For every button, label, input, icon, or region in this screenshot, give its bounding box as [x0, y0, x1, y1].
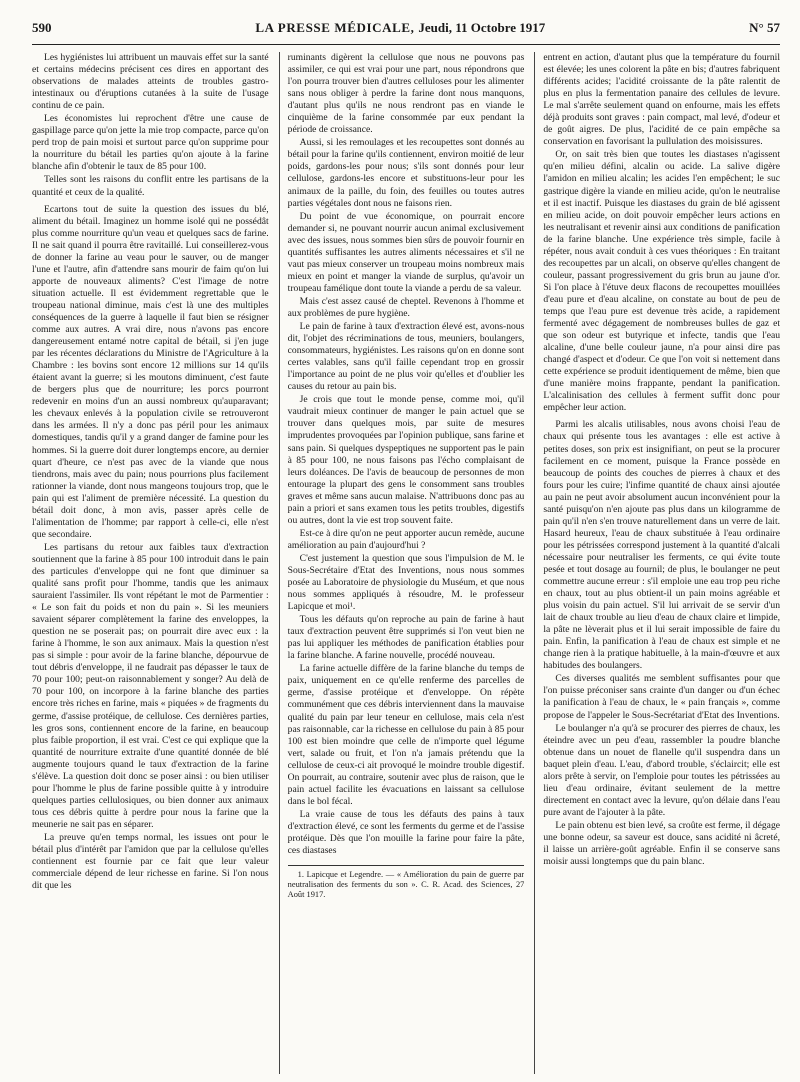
paragraph: Les partisans du retour aux faibles taux d'extraction soutiennent que la farine à 85 pour 100 introduit dans le pain des particules d'enveloppe qui ne font que diminuer sa qualité sans profit pour l'homme, tandis que les animaux sauraient l'assimiler. Ils vont répétant le mot de Parmentier : « Le son fait du poids et non du pain ». Si les meuniers savaient séparer complètement la farine des enveloppes, la question ne se poserait pas; on pourrait dire avec eux : la farine à l'homme, le son aux animaux. Mais la question n'est pas si simple : pour avoir de la farine blanche, dépourvue de tout débris d'enveloppe, il ne faudrait pas dépasser le taux de 70 pour 100; peut-on raisonnablement y songer? Au delà de 70 pour 100, on incorpore à la farine blanche des parties encore très riches en farine, mais « piquées » de fragments du germe, d'assise protéique, de cellulose. Ces dernières parties, les gros sons, contiennent encore de la farine, en beaucoup plus faible proportion, il est vrai. C'est ce qui explique que la quantité de nourriture extraite d'une quantité donnée de blé augmente toujours quand le taux d'extraction de la farine s'élève. La question doit donc se poser ainsi : ou bien utiliser pour l'homme le plus de farine possible quitte à y introduire quelques parties cellulosiques, ou bien donner aux animaux tous ces débris quitte à perdre pour nous la farine que la meunerie ne sait pas en séparer.: [32, 541, 269, 830]
paragraph: Du point de vue économique, on pourrait encore demander si, ne pouvant nourrir aucun animal exclusivement avec des issues, nous sommes bien sûrs de pouvoir fournir en quantités suffisantes les autres aliments nécessaires et s'il ne vaut pas mieux conserver un troupeau moins nombreux mais mieux en point et manger la viande de surplus, qu'avoir un troupeau famélique dont toute la viande a perdu de sa valeur.: [287, 210, 525, 294]
paragraph: Or, on sait très bien que toutes les diastases n'agissent qu'en milieu défini, alcalin ou acide. La salive digère l'amidon en milieu alcalin; les acides l'en empêchent; le suc gastrique digère la viande en milieu acide, qu'on le neutralise et il est inactif. Puisque les diastases du grain de blé agissent en milieu acide, on doit pouvoir empêcher leurs actions en les neutralisant et revenir ainsi aux conditions de panification de la farine blanche. Une expérience très simple, facile à répéter, nous avait conduit à ces vues théoriques : En traitant des recoupettes par un alcali, on observe qu'elles changent de couleur, passant progressivement du gris brun au jaune d'or. Si l'on place à l'étuve deux flacons de recoupettes mouillées d'eau pure et d'eau alcaline, on constate au bout de peu de temps que l'eau pure est devenue très acide, a rapidement fermenté avec dégagement de nombreuses bulles de gaz et que son odeur est butyrique et infecte, tandis que l'eau alcaline, d'une belle couleur jaune, n'a pour ainsi dire pas changé d'aspect et d'odeur. Ce que l'on voit si nettement dans cette expérience se produit identiquement de même, bien que d'une manière moins frappante, pendant la panification. L'alcalinisation des cellules à ferment suffit donc pour empêcher leur action.: [543, 149, 781, 414]
issue-number: N° 57: [749, 20, 780, 35]
paragraph: Les hygiénistes lui attribuent un mauvais effet sur la santé et certains médecins précisent ces dires en apportant des observations de malades atteints de troubles gastro-intestinaux ou d'éruptions cutanées à la suite de l'usage continu de ce pain.: [32, 52, 269, 112]
paragraph: Le pain obtenu est bien levé, sa croûte est ferme, il dégage une bonne odeur, sa saveur est douce, sans acidité ni âcreté, il laisse un arrière-goût agréable. Enfin il se conserve sans moisir aussi longtemps que du pain blanc.: [543, 819, 781, 868]
article-columns: [32, 52, 780, 1074]
issue-date: Jeudi, 11 Octobre 1917: [418, 20, 546, 35]
paragraph: Ecartons tout de suite la question des issues du blé, aliment du bétail. Imaginez un homme isolé qui ne possédât plus comme nourriture qu'un veau et quelques sacs de farine. Il ne sait quand il pourra être ravitaillé. Lui conseillerez-vous de donner la farine au veau pour le sauver, ou de manger l'une et l'autre, afin d'attendre sans mourir de faim qu'on lui apporte de nouveaux aliments? C'est l'image de notre situation actuelle. Il est évidemment regrettable que le troupeau national diminue, mais c'est là une des multiples conséquences de la guerre à laquelle il faut bien se résigner comme aux autres. A vrai dire, nous n'avons pas encore dangereusement entamé notre capital de bétail, si j'en juge par les récentes déclarations du Ministre de l'Agriculture à la Chambre : les bovins sont encore 12 millions sur 14 qu'ils étaient avant la guerre; si les moutons diminuent, c'est faute de bergers plus que de nourriture; les porcs pourront redevenir en moins d'un an aussi nombreux qu'auparavant; les chevaux enlevés à la population civile se retrouveront dans les armées. Il n'y a donc pas péril pour les animaux domestiques, tandis qu'il y a grand danger de famine pour les hommes. Si la guerre doit durer longtemps encore, au dernier quart d'heure, ce n'est pas avec de la viande que nous tiendrons, mais avec du pain; nous pourrions plus facilement rationner la viande, dont nous mangeons toujours trop, que le pain qui est l'aliment de première nécessité. La question du bétail doit donc, à mon avis, passer après celle de l'alimentation de l'homme; par rapport à celle-ci, elle n'est que secondaire.: [32, 203, 269, 540]
paragraph: La farine actuelle diffère de la farine blanche du temps de paix, uniquement en ce qu'elle renferme des parcelles de germe, d'assise protéique et d'enveloppe. On répète communément que ces débris interviennent dans la mauvaise qualité du pain par leur teneur en cellulose, mais cela n'est pas raisonnable, car la richesse en cellulose du pain à 85 pour 100 est bien moindre que celle de n'importe quel légume vert, salade ou fruit, et l'on n'a jamais prétendu que la cellulose de ceux-ci ait provoqué le moindre trouble digestif. On pourrait, au contraire, soutenir avec plus de raison, que le pain actuel facilite les évacuations en laissant sa cellulose dans le bol fécal.: [287, 663, 525, 807]
paragraph: Parmi les alcalis utilisables, nous avons choisi l'eau de chaux qui présente tous les avantages : elle est active à petites doses, son prix est insignifiant, on peut se la procurer facilement en ce moment, puisque la France possède en beaucoup de points des couches de pierres à chaux et des fours pour les cuire; l'infime quantité de chaux ainsi ajoutée au pain ne peut avoir absolument aucun inconvénient pour la santé puisqu'on n'en ajoute pas plus dans un kilogramme de pain qu'il n'en s'en trouve naturellement dans un verre de lait. Hasard heureux, l'eau de chaux substituée à l'eau ordinaire pour les pétrissées correspond justement à la quantité d'alcali nécessaire pour neutraliser les ferments, ce qui évite toute pesée et tout dosage au fournil; de plus, le boulanger ne peut commettre aucune erreur : s'il emploie une eau trop peu riche en chaux, tout au plus obtient-il un pain moins agréable et plus voisin du pain actuel. S'il lui arrivait de se servir d'un lait de chaux trouble au lieu d'eau de chaux claire et limpide, la pâte ne lèverait plus et il lui serait impossible de faire du pain. Enfin, la panification à l'eau de chaux est simple et ne change rien à la pratique habituelle, à la main-d'œuvre et aux habitudes des boulangers.: [543, 419, 781, 672]
paragraph: entrent en action, d'autant plus que la température du fournil est élevée; les unes colorent la pâte en bis; d'autres fabriquent différents acides; l'acidité croissante de la pâte ralentit de plus en plus la fermentation panaire des cellules de levure. Le mal s'arrête seulement quand on enfourne, mais les effets déjà produits sont graves : pain compact, mal levé, d'odeur et de goût aigres. De plus, l'acidité de ce pain empêche sa conservation en favorisant la pullulation des moisissures.: [543, 52, 781, 148]
paragraph: Le pain de farine à taux d'extraction élevé est, avons-nous dit, l'objet des récriminations de tous, meuniers, boulangers, consommateurs, hygiénistes. Les raisons qu'on en donne sont certes valables, sans qu'il faille cependant trop en grossir l'importance au point de ne plus voir qu'elles et d'oublier les causes du retour au pain bis.: [287, 321, 525, 393]
page-header: [32, 20, 780, 40]
paragraph: Ces diverses qualités me semblent suffisantes pour que l'on puisse préconiser sans crainte d'un danger ou d'un échec la panification à l'eau de chaux, le « pain français », comme propose de l'appeler le Sous-Secrétariat d'Etat des Inventions.: [543, 673, 781, 721]
paragraph: La preuve qu'en temps normal, les issues ont pour le bétail plus d'intérêt par l'amidon que par la cellulose qu'elles contiennent est fournie par ce fait que leur valeur commerciale dépend de leur richesse en farine. Si l'on nous dit que les: [32, 832, 269, 892]
paragraph: Est-ce à dire qu'on ne peut apporter aucun remède, aucune amélioration au pain d'aujourd'hui ?: [287, 527, 525, 551]
footnote: 1. Lapicque et Legendre. — « Amélioration du pain de guerre par neutralisation des ferments du son ». C. R. Acad. des Sciences, 27 Août 1917.: [288, 865, 525, 900]
paragraph: ruminants digèrent la cellulose que nous ne pouvons pas assimiler, ce qui est vrai pour une part, nous répondrons que l'on pourra trouver bien d'autres celluloses pour les alimenter sans nous obliger à perdre la farine dont nous manquons, d'autant plus qu'ils ne nous rendront pas en viande le cinquième de la farine consommée par eux pendant la période de croissance.: [287, 52, 525, 136]
paragraph: Tous les défauts qu'on reproche au pain de farine à haut taux d'extraction peuvent être supprimés si l'on veut bien ne pas lui appliquer les méthodes de panification établies pour la farine blanche. A farine nouvelle, procédé nouveau.: [287, 614, 525, 662]
paragraph: Les économistes lui reprochent d'être une cause de gaspillage parce qu'on jette la mie trop compacte, parce qu'on perd trop de pain moisi et surtout parce qu'on supprime pour la nourriture du bétail les parties qu'on ajoute à la farine blanche afin d'obtenir le taux de 85 pour 100.: [32, 113, 269, 173]
paragraph: Je crois que tout le monde pense, comme moi, qu'il vaudrait mieux continuer de manger le pain actuel que se trouver dans quelques mois, par suite de mesures imprudentes provoquées par l'opinion publique, sans farine et sans pain. Si quelques dyspeptiques ne supportent pas le pain à 85 pour 100, ne nous faisons pas l'écho complaisant de leurs doléances. De l'avis de beaucoup de personnes de mon entourage la plupart des gens le consomment sans troubles graves et même sans aucun malaise. N'attribuons donc pas au pain a priori et sans examen tous les petits troubles, digestifs ou autres, dont la vie est trop souvent faite.: [287, 394, 525, 526]
paragraph: Telles sont les raisons du conflit entre les partisans de la quantité et ceux de la qualité.: [32, 174, 269, 198]
journal-name: LA PRESSE MÉDICALE,: [255, 20, 415, 35]
column-2: [279, 52, 525, 1074]
running-title: [255, 20, 545, 36]
header-rule: [32, 44, 780, 45]
column-1: [32, 52, 269, 1074]
paragraph: C'est justement la question que sous l'impulsion de M. le Sous-Secrétaire d'Etat des Inventions, nous nous sommes posée au Laboratoire de physiologie du Muséum, et que nous nous sommes appliqués à résoudre, M. le professeur Lapicque et moi¹.: [287, 552, 525, 613]
paragraph: Aussi, si les remoulages et les recoupettes sont donnés au bétail pour la farine qu'ils contiennent, environ moitié de leur poids, gardons-les pour nous; s'ils sont donnés pour leur cellulose, gardons-les encore et substituons-leur pour les animaux de la paille, du foin, des feuilles ou toutes autres parties végétales dont nous ne faisons rien.: [287, 137, 525, 209]
page-number: 590: [32, 20, 52, 35]
paragraph: La vraie cause de tous les défauts des pains à taux d'extraction élevé, ce sont les ferments du germe et de l'assise protéique. Dès que l'on mouille la farine pour faire la pâte, ces diastases: [287, 808, 525, 857]
column-3: [534, 52, 780, 1074]
paragraph: Le boulanger n'a qu'à se procurer des pierres de chaux, les éteindre avec un peu d'eau, rassembler la poudre blanche obtenue dans un nouet de flanelle qu'il suspendra dans un baquet plein d'eau. L'eau, d'abord trouble, s'éclaircit; elle est alors prête à servir, on l'emploie pour toutes les pétrissées au lieu d'eau ordinaire, évitant seulement de la mettre directement en contact avec la levure, qu'on délaie dans l'eau pure avant de l'ajouter à la pâte.: [543, 722, 781, 818]
paragraph: Mais c'est assez causé de cheptel. Revenons à l'homme et aux problèmes de pure hygiène.: [287, 295, 525, 319]
